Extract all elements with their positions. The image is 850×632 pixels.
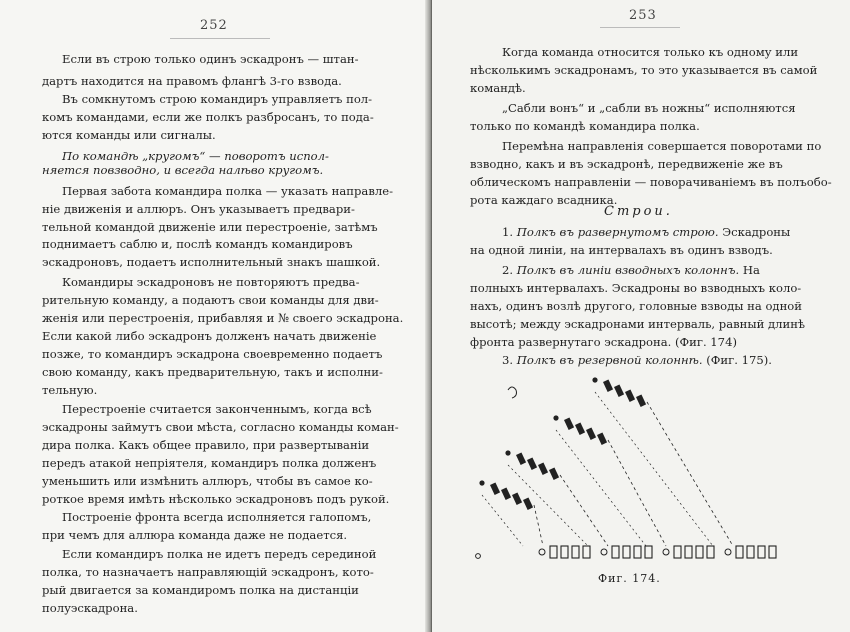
column-plate <box>501 487 511 500</box>
text-line: женія или перестроенія, прибавляя и № своего эскадрона. <box>42 311 404 325</box>
figure-caption: Фиг. 174. <box>598 572 661 585</box>
text-line: „Сабли вонъ“ и „сабли въ ножны“ исполняются <box>502 101 796 115</box>
column-plate <box>603 379 613 392</box>
front-marker <box>539 549 545 555</box>
text-line: няется повзводно, и всегда налѣво кругомъ. <box>42 163 324 177</box>
text-line: свою команду, какъ предварительную, такъ и исполни- <box>42 365 383 379</box>
front-plate <box>572 546 579 558</box>
list-item-text: нахъ, одинъ возлѣ другого, головные взводы на одной <box>470 299 803 313</box>
front-plate <box>736 546 743 558</box>
text-line: полка, то назначаетъ направляющій эскадронъ, кото- <box>42 565 374 579</box>
text-line: ются команды или сигналы. <box>42 128 216 142</box>
list-item-number: 3. <box>502 353 517 367</box>
front-marker <box>725 549 731 555</box>
list-item <box>502 263 760 277</box>
column-plate <box>549 467 559 480</box>
column-leader <box>479 480 484 485</box>
front-plate <box>623 546 630 558</box>
section-heading: Строи. <box>604 204 673 219</box>
hook-marker <box>508 387 517 398</box>
front-plate <box>747 546 754 558</box>
text-line: тельной командой движеніе или перестроеніе, затѣмъ <box>42 220 378 234</box>
text-line: По командѣ „кругомъ“ — поворотъ испол- <box>62 149 329 163</box>
front-plate <box>550 546 557 558</box>
text-line: только по командѣ командира полка. <box>470 119 700 133</box>
header-rule-left <box>170 38 270 39</box>
column-plate <box>575 422 585 435</box>
column-leader <box>553 415 558 420</box>
column-plate <box>538 462 548 475</box>
text-line: уменьшить или измѣнить аллюръ, чтобы въ самое ко- <box>42 474 373 488</box>
column-plate <box>527 457 537 470</box>
text-line: Первая забота командира полка — указать направле- <box>62 184 393 198</box>
text-line: полуэскадрона. <box>42 601 138 615</box>
formation-diagram <box>468 370 828 570</box>
list-item-text: на одной линіи, на интервалахъ въ одинъ взводъ. <box>470 243 773 257</box>
front-plate <box>561 546 568 558</box>
list-item-title: Полкъ въ резервной колоннѣ. <box>516 353 703 367</box>
text-line: при чемъ для аллюра команда даже не подается. <box>42 528 348 542</box>
list-item-text: Эскадроны <box>718 225 791 239</box>
column-plate <box>564 417 574 430</box>
movement-path <box>556 430 646 546</box>
column-plate <box>614 384 624 397</box>
front-plate <box>696 546 703 558</box>
text-line: нѣсколькимъ эскадронамъ, то это указывается въ самой <box>470 63 818 77</box>
text-line: рый двигается за командиромъ полка на дистанціи <box>42 583 359 597</box>
list-item-number: 1. <box>502 225 517 239</box>
text-line: рительную команду, а подаютъ свои команды для дви- <box>42 293 379 307</box>
text-line: рота каждаго всадника. <box>470 193 618 207</box>
text-line: Если въ строю только одинъ эскадронъ — штан- <box>62 52 359 66</box>
page-number-left: 252 <box>200 18 228 33</box>
list-item-text: фронта развернутаго эскадрона. (Фиг. 174) <box>470 335 737 349</box>
text-line: роткое время имѣть нѣсколько эскадроновъ подъ рукой. <box>42 492 390 506</box>
list-item-text: На <box>739 263 760 277</box>
column-plate <box>586 427 596 440</box>
text-line: эскадроны займутъ свои мѣста, согласно команды коман- <box>42 420 399 434</box>
text-line: Если командиръ полка не идетъ передъ серединой <box>62 547 377 561</box>
column-leader <box>592 377 597 382</box>
movement-path <box>595 392 713 546</box>
list-item <box>470 335 737 349</box>
list-item-number: 2. <box>502 263 517 277</box>
text-line: тельную. <box>42 383 98 397</box>
list-item <box>470 243 773 257</box>
column-plate <box>597 432 607 445</box>
page-number-right: 253 <box>629 8 657 23</box>
column-plate <box>636 394 646 407</box>
front-marker <box>663 549 669 555</box>
movement-path <box>647 402 733 546</box>
header-rule-right <box>600 27 680 28</box>
text-line: дартъ находится на правомъ флангѣ 3-го взвода. <box>42 74 342 88</box>
front-plate <box>612 546 619 558</box>
front-marker <box>601 549 607 555</box>
list-item <box>470 317 805 331</box>
text-line: Перестроеніе считается законченнымъ, когда всѣ <box>62 402 372 416</box>
text-line: передъ атакой непріятеля, командиръ полка долженъ <box>42 456 377 470</box>
front-plate <box>685 546 692 558</box>
list-item-title: Полкъ въ развернутомъ строю. <box>516 225 719 239</box>
front-plate <box>758 546 765 558</box>
column-plate <box>516 452 526 465</box>
list-item-text: (Фиг. 175). <box>702 353 772 367</box>
column-plate <box>490 482 500 495</box>
list-item <box>502 225 790 239</box>
text-line: Если какой либо эскадронъ долженъ начать движеніе <box>42 329 377 343</box>
text-line: Командиры эскадроновъ не повторяютъ предва- <box>62 275 360 289</box>
list-item-title: Полкъ въ линіи взводныхъ колоннъ. <box>516 263 740 277</box>
text-line: командѣ. <box>470 81 526 95</box>
front-plate <box>769 546 776 558</box>
front-plate <box>634 546 641 558</box>
movement-path <box>508 465 588 546</box>
front-plate <box>674 546 681 558</box>
list-item <box>502 353 772 367</box>
column-leader <box>505 450 510 455</box>
text-line: Когда команда относится только къ одному или <box>502 45 799 59</box>
text-line: Построеніе фронта всегда исполняется галопомъ, <box>62 510 372 524</box>
text-line: комъ командами, если же полкъ разбросанъ, то пода- <box>42 110 374 124</box>
list-item <box>470 281 801 295</box>
movement-path <box>534 505 543 546</box>
text-line: позже, то командиръ эскадрона своевременно подаетъ <box>42 347 383 361</box>
column-plate <box>625 389 635 402</box>
text-line: эскадроновъ, подаетъ исполнительный знакъ шашкой. <box>42 255 381 269</box>
list-item <box>470 299 802 313</box>
front-plate <box>707 546 714 558</box>
text-line: Въ сомкнутомъ строю командиръ управляетъ пол- <box>62 92 373 106</box>
text-line: дира полка. Какъ общее правило, при развертываніи <box>42 438 370 452</box>
list-item-text: полныхъ интервалахъ. Эскадроны во взводныхъ коло- <box>470 281 802 295</box>
front-plate <box>583 546 590 558</box>
front-plate <box>645 546 652 558</box>
column-plate <box>512 492 522 505</box>
text-line: взводно, какъ и въ эскадронѣ, передвиженіе же въ <box>470 157 783 171</box>
text-line: Перемѣна направленія совершается поворотами по <box>502 139 822 153</box>
movement-path <box>608 440 666 546</box>
movement-path <box>560 475 608 546</box>
text-line: поднимаетъ саблю и, послѣ командъ командировъ <box>42 237 353 251</box>
column-plate <box>523 497 533 510</box>
left-marker <box>476 554 481 559</box>
list-item-text: высотѣ; между эскадронами интерваль, равный длинѣ <box>470 317 805 331</box>
text-line: облическомъ направленіи — поворачиваніемъ въ полъобо- <box>470 175 832 189</box>
text-line: ніе движенія и аллюръ. Онъ указываетъ предвари- <box>42 202 355 216</box>
